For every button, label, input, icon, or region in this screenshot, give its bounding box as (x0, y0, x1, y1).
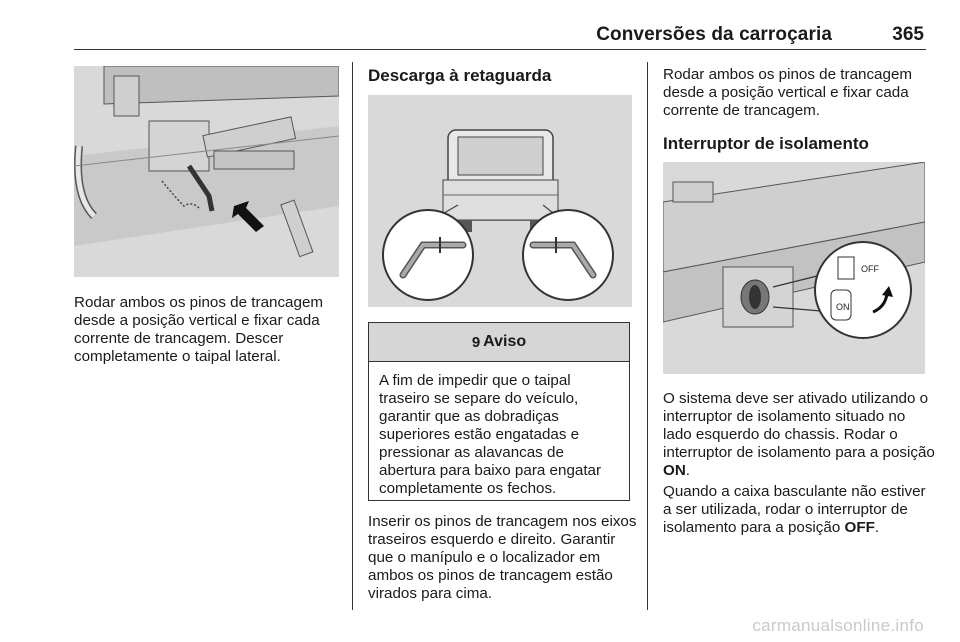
page-header-title: Conversões da carroçaria (596, 24, 832, 45)
warning-title: Aviso (483, 333, 527, 350)
warning-box (368, 322, 630, 501)
col3-intro-paragraph: Rodar ambos os pinos de trancagem desde a posição vertical e fixar cada corrente de trancagem. (663, 66, 913, 119)
col1-paragraph: Rodar ambos os pinos de trancagem desde a posição vertical e fixar cada corrente de trancagem. Descer completamente o taipal lateral. (74, 294, 324, 365)
page-number: 365 (892, 24, 924, 45)
warning-text: A fim de impedir que o taipal traseiro se separe do veículo, garantir que as dobradiças superiores estão engatadas e pressionar as alavancas de abertura para baixo para engatar completamente os fechos. (379, 372, 602, 497)
column-divider-left (352, 62, 353, 610)
col3-paragraph-on: O sistema deve ser ativado utilizando o interruptor de isolamento situado no lado esquerdo do chassis. Rodar o interruptor de isolamento para a posição ON. (663, 390, 935, 479)
rear-unloading-illustration (368, 95, 632, 307)
column-divider-right (647, 62, 648, 610)
off-label: OFF (861, 264, 879, 274)
locking-pin-illustration (74, 66, 339, 277)
warning-header (369, 323, 629, 362)
col3-paragraph-off: Quando a caixa basculante não estiver a ser utilizada, rodar o interruptor de isolamento para a posição OFF. (663, 483, 926, 536)
on-position-label: ON (663, 462, 686, 479)
section-heading-isolation-switch: Interruptor de isolamento (663, 134, 869, 153)
col2-paragraph: Inserir os pinos de trancagem nos eixos traseiros esquerdo e direito. Garantir que o manípulo e o localizador em ambos os pinos de trancagem estão virados para cima. (368, 513, 637, 602)
off-position-label: OFF (844, 519, 875, 536)
header-divider (74, 49, 926, 50)
warning-triangle-icon: 9 (471, 333, 481, 351)
isolation-switch-illustration (663, 162, 925, 374)
on-label: ON (836, 302, 850, 312)
section-heading-rear-unloading: Descarga à retaguarda (368, 66, 552, 85)
watermark: carmanualsonline.info (752, 616, 924, 635)
